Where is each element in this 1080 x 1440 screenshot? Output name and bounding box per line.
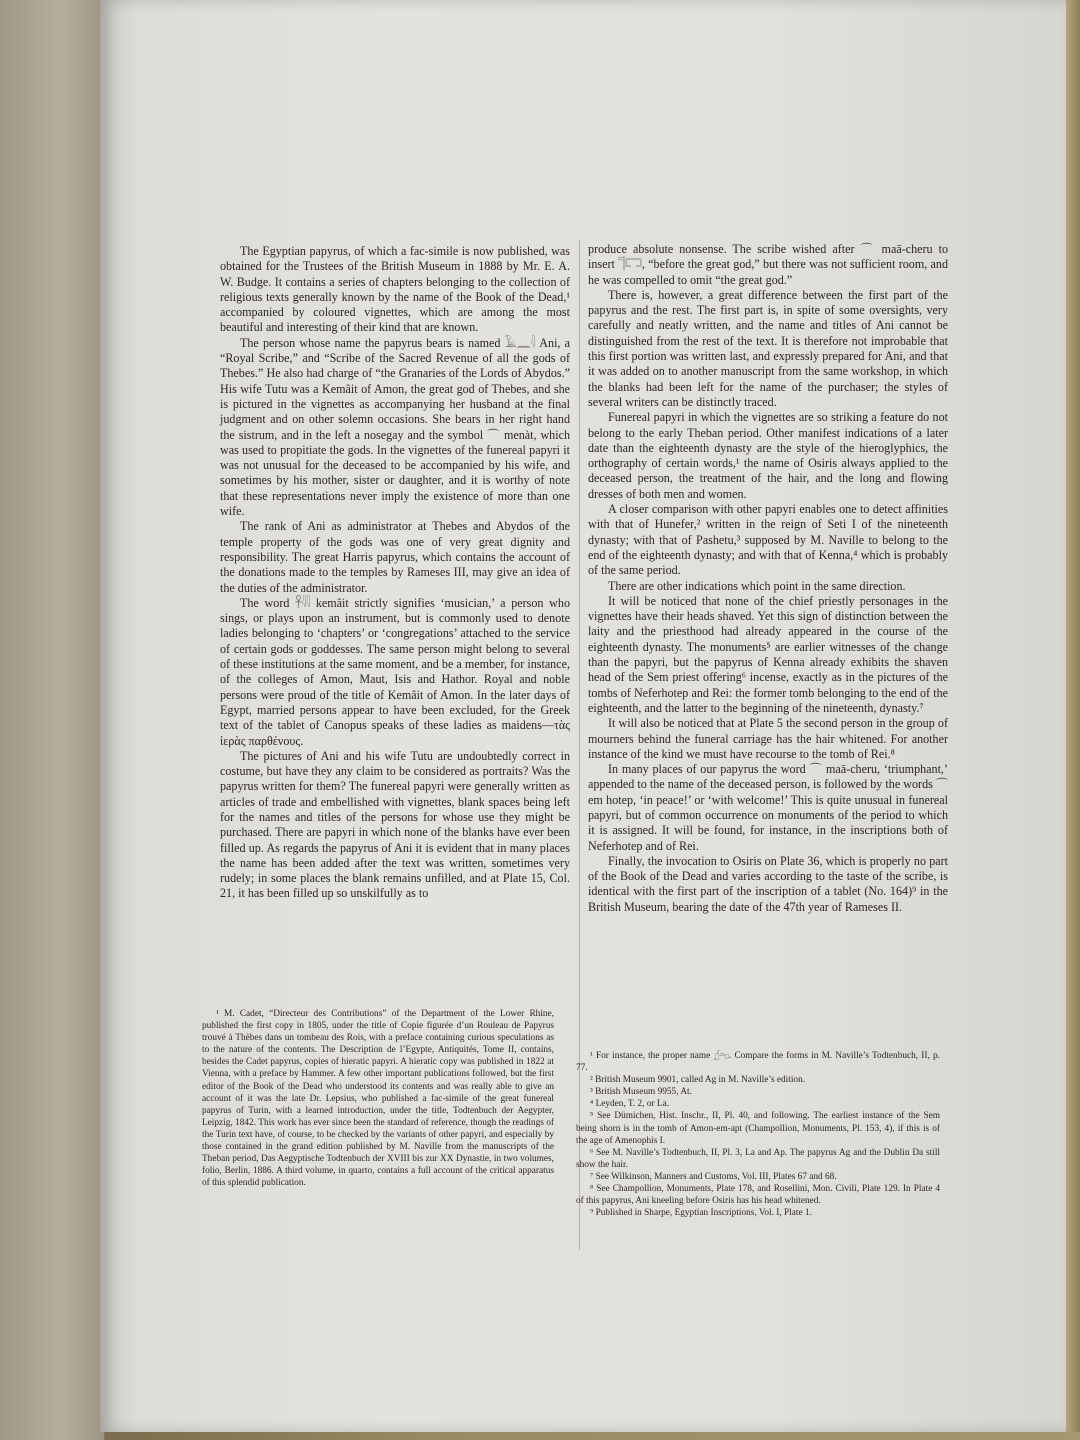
footnote: ¹ M. Cadet, “Directeur des Contributions” of the Department of the Lower Rhine, published the first copy in 1805, under the title of Copie figurée d’un Rouleau de Papyrus trouvé à Thèbes dans un tombeau des Rois, with a preface containing curious speculations as to the nature of the contents. The Description de l’Egypte, Antiquités, Tome II, contains, besides the Cadet papyrus, copies of hieratic papyri. A hieratic copy was published in 1822 at Vienna, with a preface by Hammer. A few other important publications followed, but the first editor of the Book of the Dead who understood its contents and was really able to give an account of it was the late Dr. Lepsius, who published a fac-simile of the great funereal papyrus of Turin, with a learned introduction, under the title, Todtenbuch der Aegypter, Leipzig, 1842. This work has ever since been the standard of reference, though the readings of the Turin text have, of course, to be checked by the variants of other papyri, and especially by those contained in the grand edition published by M. Naville from the manuscripts of the Theban period, Das Aegyptische Todtenbuch der XVIII bis zur XX Dynastie, in two volumes, folio, Berlin, 1886. A third volume, in quarto, contains a full account of the critical apparatus of this splendid publication. <box>202 1009 554 1189</box>
footnote: ² British Museum 9901, called Ag in M. Naville’s edition. <box>590 1075 806 1086</box>
footnote: ¹ For instance, the proper name 𓊨𓏏𓊪. Compare the forms in M. Naville’s Todtenbuch, II, p. 77. <box>576 1051 940 1074</box>
footnote: ⁷ See Wilkinson, Manners and Customs, Vol. III, Plates 67 and 68. <box>590 1171 837 1182</box>
paragraph: In many places of our papyrus the word ⌒ maā-cheru, ‘triumphant,’ appended to the name of the deceased person, is followed by the words ⌒ em hotep, ‘in peace!’ or ‘with welcome!’ This is quite unusual in funereal papyri, but of common occurrence on monuments of the period to which it is assigned. It will be found, for instance, in the inscriptions both of Neferhotep and of Rei. <box>588 762 948 853</box>
left-footnotes <box>202 1008 554 1189</box>
book-cover-board <box>0 0 105 1440</box>
footnote: ⁵ See Dümichen, Hist. Inschr., II, Pl. 40, and following. The earliest instance of the Sem being shorn is in the tomb of Amon-em-apt (Champollion, Monuments, Pl. 153, 4), if this is of the age of Amenophis I. <box>576 1111 940 1146</box>
paragraph: The pictures of Ani and his wife Tutu are undoubtedly correct in costume, but have they any claim to be considered as portraits? Was the papyrus written for them? The funereal papyri were generally written as articles of trade and embellished with vignettes, blank spaces being left for the names and titles of the persons for whose use they might be purchased. There are papyri in which none of the blanks have ever been filled up. As regards the papyrus of Ani it is evident that in many places the name has been added after the text was written, sometimes very rudely; in some places the blank remains unfilled, and at Plate 15, Col. 21, it has been filled up so unskilfully as to <box>220 748 570 901</box>
right-text-column <box>588 242 948 915</box>
footnote: ³ British Museum 9955, At. <box>590 1087 692 1098</box>
paragraph: There is, however, a great difference between the first part of the papyrus and the rest. The first part is, in spite of some oversights, very carefully and neatly written, and the name and titles of Ani cannot be distinguished from the rest of the text. It is therefore not improbable that this first portion was written last, and expressly prepared for Ani, and that it was added on to another manuscript from the same workshop, in which the blanks had been left for the name of the purchaser; the styles of several writers can be distinctly traced. <box>588 287 948 409</box>
paragraph: It will be noticed that none of the chief priestly personages in the vignettes have their heads shaved. Yet this sign of distinction between the laity and the priesthood had already appeared in the course of the eighteenth dynasty. The monuments⁵ are earlier witnesses of the change than the papyri, but the papyrus of Kenna already exhibits the shaven head of the Sem priest offering⁶ incense, exactly as in the pictures of the tombs of Neferhotep and Rei: the former tomb belonging to the end of the eighteenth, and the latter to the beginning of the nineteenth, dynasty.⁷ <box>588 593 948 715</box>
right-footnotes <box>576 1050 940 1219</box>
paragraph: The Egyptian papyrus, of which a fac-simile is now published, was obtained for the Trustees of the British Museum in 1888 by Mr. E. A. W. Budge. It contains a series of chapters belonging to the collection of religious texts generally known by the name of the Book of the Dead,¹ accompanied by coloured vignettes, which are among the most beautiful and interesting of their kind that are known. <box>220 244 570 335</box>
left-text-column <box>220 244 570 902</box>
paragraph: A closer comparison with other papyri enables one to detect affinities with that of Hunefer,² written in the reign of Seti I of the nineteenth dynasty; with that of Pashetu,³ supposed by M. Naville to belong to the end of the eighteenth dynasty; and with that of Kenna,⁴ which is probably of the same period. <box>588 502 948 578</box>
footnote: ⁸ See Champollion, Monuments, Plate 178, and Rosellini, Mon. Civili, Plate 129. In Plate 4 of this papyrus, Ani kneeling before Osiris has his head whitened. <box>576 1184 940 1207</box>
paragraph: The rank of Ani as administrator at Thebes and Abydos of the temple property of the gods was one of very great dignity and responsibility. The great Harris papyrus, which contains the account of the donations made to the temples by Rameses III, may give an idea of the duties of the administrator. <box>220 519 570 595</box>
footnote: ⁴ Leyden, T. 2, or La. <box>590 1099 670 1110</box>
footnote: ⁹ Published in Sharpe, Egyptian Inscriptions, Vol. I, Plate 1. <box>590 1208 812 1219</box>
paragraph: The word 𓋹𓇋𓇋 kemâit strictly signifies ‘musician,’ a person who sings, or plays upon an instrument, but is commonly used to denote ladies belonging to ‘chapters’ or ‘congregations’ attached to the service of certain gods or goddesses. The same person might belong to several of these institutions at the same moment, and be a member, for instance, of the colleges of Amon, Maut, Isis and Hathor. Royal and noble persons were proud of the title of Kemâit of Amon. In the later days of Egypt, married persons appear to have been excluded, for the Greek text of the tablet of Canopus speaks of these ladies as maidens—τὰς ἱερὰς παρθένους. <box>220 595 570 748</box>
paragraph: Finally, the invocation to Osiris on Plate 36, which is properly no part of the Book of the Dead and varies according to the taste of the scribe, is identical with the first part of the inscription of a tablet (No. 164)⁹ in the British Museum, bearing the date of the 47th year of Rameses II. <box>588 853 948 914</box>
paragraph: There are other indications which point in the same direction. <box>608 578 906 593</box>
footnote: ⁶ See M. Naville’s Todtenbuch, II, Pl. 3, La and Ap. The papyrus Ag and the Dublin Da still show the hair. <box>576 1147 940 1170</box>
page-edge <box>1066 0 1080 1432</box>
paragraph: The person whose name the papyrus bears is named 𓄿𓈖𓇋 Ani, a “Royal Scribe,” and “Scribe of the Sacred Revenue of all the gods of Thebes.” He also had charge of “the Granaries of the Lords of Abydos.” His wife Tutu was a Kemâit of Amon, the great god of Thebes, and she is pictured in the vignettes as accompanying her husband at the final judgment and on other solemn occasions. She bears in her right hand the sistrum, and in the left a nosegay and the symbol ⌒ menàt, which was used to propitiate the gods. In the vignettes of the funereal papyri it was not unusual for the deceased to be accompanied by his wife, and sometimes by his mother, sister or daughter, and it is worthy of note that these representations never imply the existence of more than one wife. <box>220 335 570 519</box>
paragraph: produce absolute nonsense. The scribe wished after ⌒ maā-cheru to insert 𓊹𓉐, “before the great god,” but there was not sufficient room, and he was compelled to omit “the great god.” <box>588 242 948 287</box>
paragraph: It will also be noticed that at Plate 5 the second person in the group of mourners behind the funeral carriage has the hair whitened. For another instance of the kind we must have recourse to the tomb of Rei.⁸ <box>588 716 948 761</box>
paragraph: Funereal papyri in which the vignettes are so striking a feature do not belong to the early Theban period. Other manifest indications of a later date than the eighteenth dynasty are the style of the hieroglyphics, the orthography of certain words,¹ the name of Osiris always applied to the deceased person, the treatment of the hair, and the long and flowing dresses of both men and women. <box>588 410 948 501</box>
